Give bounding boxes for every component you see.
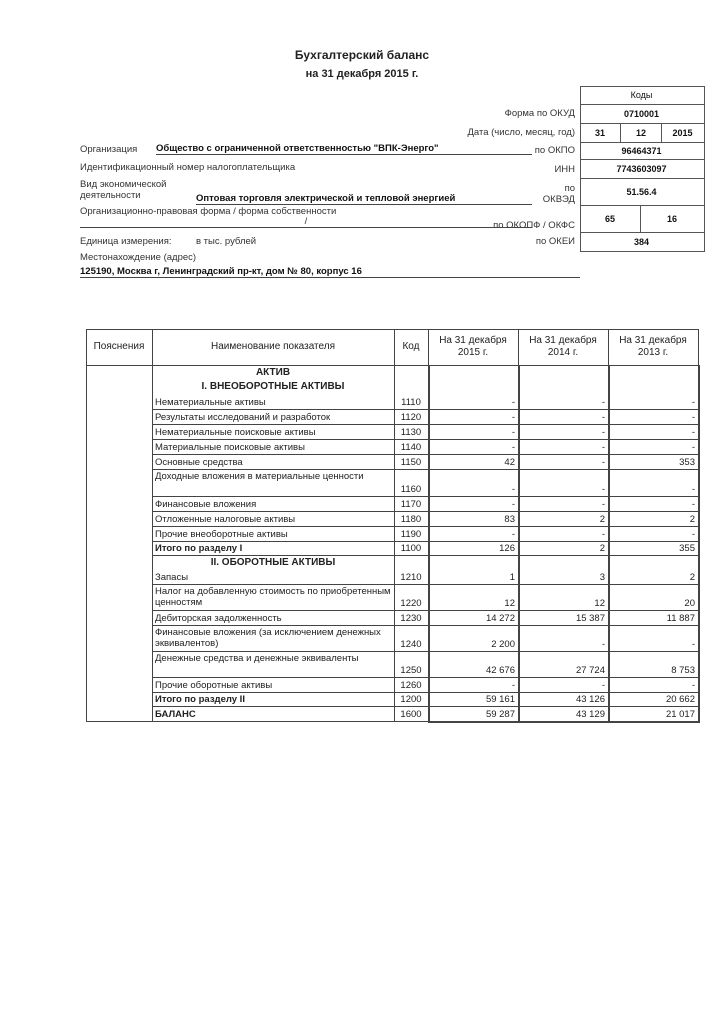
cell-value: 59 287 (485, 709, 515, 720)
row-code: 1110 (401, 397, 421, 408)
cell-value: - (601, 442, 605, 453)
row-divider (152, 541, 699, 542)
cell-value: - (691, 427, 695, 438)
activity-label-1: Вид экономической (80, 179, 167, 190)
cell-value: - (511, 397, 515, 408)
cell-value: 12 (594, 598, 605, 609)
column-divider (394, 329, 395, 722)
row-divider (152, 409, 699, 410)
okei-label: по ОКЕИ (535, 236, 575, 247)
row-code: 1150 (400, 457, 422, 468)
cell-value: - (601, 412, 605, 423)
row-name: Итого по разделу II (155, 694, 245, 705)
row-name: Прочие оборотные активы (155, 680, 273, 691)
cell-value: 15 387 (575, 613, 605, 624)
cell-value: 59 161 (485, 694, 515, 705)
cell-value: - (691, 680, 695, 691)
okud-label: Форма по ОКУД (504, 108, 575, 119)
cell-value: - (601, 484, 605, 495)
row-code: 1240 (400, 639, 422, 650)
section-heading: I. ВНЕОБОРОТНЫЕ АКТИВЫ (201, 381, 345, 392)
row-name: Финансовые вложения (за исключением денежных эквивалентов) (155, 627, 381, 649)
cell-value: - (511, 412, 515, 423)
cell-value: 42 (504, 457, 515, 468)
cell-value: 21 017 (665, 709, 695, 720)
cell-value: - (691, 442, 695, 453)
cell-value: - (691, 484, 695, 495)
org-name: Общество с ограниченной ответственностью "ВПК-Энерго" (156, 143, 532, 155)
cell-value: - (601, 639, 605, 650)
cell-value: 126 (499, 543, 515, 554)
cell-value: 1 (509, 572, 515, 583)
cell-value: 2 (689, 572, 695, 583)
row-divider (152, 610, 699, 611)
cell-value: 2 (599, 514, 605, 525)
row-name: Дебиторская задолженность (155, 613, 282, 624)
cell-value: - (511, 427, 515, 438)
row-divider (152, 706, 699, 707)
row-name: Основные средства (155, 457, 243, 468)
column-divider (429, 365, 430, 722)
header-notes: Пояснения (93, 341, 145, 352)
date-month: 12 (635, 128, 646, 138)
cell-value: 43 129 (575, 709, 605, 720)
table-border (428, 722, 700, 723)
cell-value: - (511, 529, 515, 540)
codes-header: Коды (630, 90, 653, 100)
row-name: Результаты исследований и разработок (155, 412, 331, 423)
column-divider (86, 329, 87, 722)
row-code: 1220 (400, 598, 422, 609)
row-code: 1100 (400, 543, 422, 554)
okud-code: 0710001 (623, 109, 660, 119)
row-name: Материальные поисковые активы (155, 442, 305, 453)
column-divider (519, 365, 520, 722)
inn-code: 7743603097 (616, 164, 667, 174)
cell-value: - (601, 397, 605, 408)
row-divider (152, 526, 699, 527)
cell-value: 3 (599, 572, 605, 583)
unit-label: Единица измерения: (80, 236, 172, 247)
section-heading: АКТИВ (255, 367, 291, 378)
cell-value: - (511, 499, 515, 510)
cell-value: - (691, 639, 695, 650)
cell-value: 27 724 (575, 665, 605, 676)
date-year: 2015 (672, 128, 693, 138)
section-heading: II. ОБОРОТНЫЕ АКТИВЫ (210, 557, 336, 568)
row-name: Нематериальные активы (155, 397, 266, 408)
cell-value: - (511, 484, 515, 495)
row-divider (152, 677, 699, 678)
column-divider (609, 365, 610, 722)
row-divider (152, 625, 699, 626)
cell-value: 14 272 (485, 613, 515, 624)
row-code: 1600 (400, 709, 422, 720)
header-name: Наименование показателя (211, 341, 335, 352)
okved-code: 51.56.4 (626, 187, 657, 197)
date-day: 31 (594, 128, 605, 138)
table-border (86, 329, 699, 330)
cell-value: 12 (504, 598, 515, 609)
row-divider (152, 469, 699, 470)
row-code: 1230 (400, 613, 422, 624)
row-divider (152, 584, 699, 585)
column-divider (152, 329, 153, 722)
okopf-code: 65 (604, 214, 615, 224)
row-name: Финансовые вложения (155, 499, 257, 510)
header-2015: На 31 декабря 2015 г. (439, 335, 507, 358)
inn-description: Идентификационный номер налогоплательщика (80, 162, 296, 173)
row-code: 1180 (400, 514, 422, 525)
row-code: 1140 (400, 442, 422, 453)
row-code: 1120 (400, 412, 422, 423)
date-label: Дата (число, месяц, год) (467, 127, 575, 138)
cell-value: 20 (684, 598, 695, 609)
row-code: 1170 (400, 499, 422, 510)
form-separator: / (80, 216, 532, 228)
header-code: Код (402, 341, 420, 352)
column-divider (699, 365, 700, 722)
row-divider (152, 496, 699, 497)
document-date-line: на 31 декабря 2015 г. (305, 68, 419, 80)
okei-code: 384 (633, 236, 650, 247)
cell-value: 355 (679, 543, 695, 554)
row-code: 1210 (400, 572, 422, 583)
cell-value: - (601, 680, 605, 691)
header-2013: На 31 декабря 2013 г. (619, 335, 687, 358)
row-code: 1200 (400, 694, 422, 705)
activity-label-2: деятельности (80, 190, 141, 201)
cell-value: - (691, 397, 695, 408)
row-name: Отложенные налоговые активы (155, 514, 296, 525)
table-border (86, 721, 699, 722)
row-name: Итого по разделу I (155, 543, 243, 554)
row-code: 1160 (400, 484, 422, 495)
row-divider (152, 555, 699, 556)
cell-value: 2 200 (491, 639, 515, 650)
unit-value: в тыс. рублей (196, 236, 257, 247)
row-name: Запасы (155, 572, 189, 583)
cell-value: - (601, 529, 605, 540)
inn-label: ИНН (554, 164, 575, 175)
cell-value: - (691, 499, 695, 510)
row-divider (152, 454, 699, 455)
cell-value: - (691, 412, 695, 423)
cell-value: 83 (504, 514, 515, 525)
cell-value: - (601, 457, 605, 468)
okved-label-2: ОКВЭД (542, 194, 575, 205)
cell-value: 20 662 (665, 694, 695, 705)
okfs-code: 16 (666, 214, 677, 224)
row-name: Денежные средства и денежные эквиваленты (155, 653, 359, 664)
cell-value: - (601, 499, 605, 510)
row-code: 1250 (400, 665, 422, 676)
document-title: Бухгалтерский баланс (294, 48, 430, 62)
cell-value: - (691, 529, 695, 540)
okpo-label: по ОКПО (534, 145, 575, 156)
row-divider (152, 439, 699, 440)
org-label: Организация (80, 144, 138, 155)
row-name: Налог на добавленную стоимость по приобретенным ценностям (155, 586, 391, 608)
row-code: 1260 (400, 680, 422, 691)
cell-value: - (511, 442, 515, 453)
okved-label-1: по (564, 183, 575, 194)
row-code: 1190 (400, 529, 422, 540)
cell-value: 353 (679, 457, 695, 468)
row-name: Нематериальные поисковые активы (155, 427, 316, 438)
cell-value: 42 676 (485, 665, 515, 676)
header-2014: На 31 декабря 2014 г. (529, 335, 597, 358)
cell-value: 2 (599, 543, 605, 554)
activity-value: Оптовая торговля электрической и тепловой энергией (196, 193, 532, 205)
cell-value: 8 753 (671, 665, 695, 676)
address-label: Местонахождение (адрес) (80, 252, 197, 263)
row-divider (152, 692, 699, 693)
row-name: Доходные вложения в материальные ценности (155, 471, 364, 482)
cell-value: 11 887 (666, 613, 695, 624)
cell-value: 2 (689, 514, 695, 525)
row-name: БАЛАНС (155, 709, 196, 720)
row-name: Прочие внеоборотные активы (155, 529, 288, 540)
form-label: Организационно-правовая форма / форма собственности (80, 206, 337, 217)
row-divider (152, 424, 699, 425)
cell-value: - (601, 427, 605, 438)
row-divider (152, 511, 699, 512)
cell-value: 43 126 (575, 694, 605, 705)
okpo-code: 96464371 (621, 146, 662, 156)
row-code: 1130 (400, 427, 422, 438)
cell-value: - (511, 680, 515, 691)
okopf-label: по ОКОПФ / ОКФС (493, 220, 575, 231)
address-value: 125190, Москва г, Ленинградский пр-кт, дом № 80, корпус 16 (80, 266, 580, 278)
row-divider (152, 651, 699, 652)
